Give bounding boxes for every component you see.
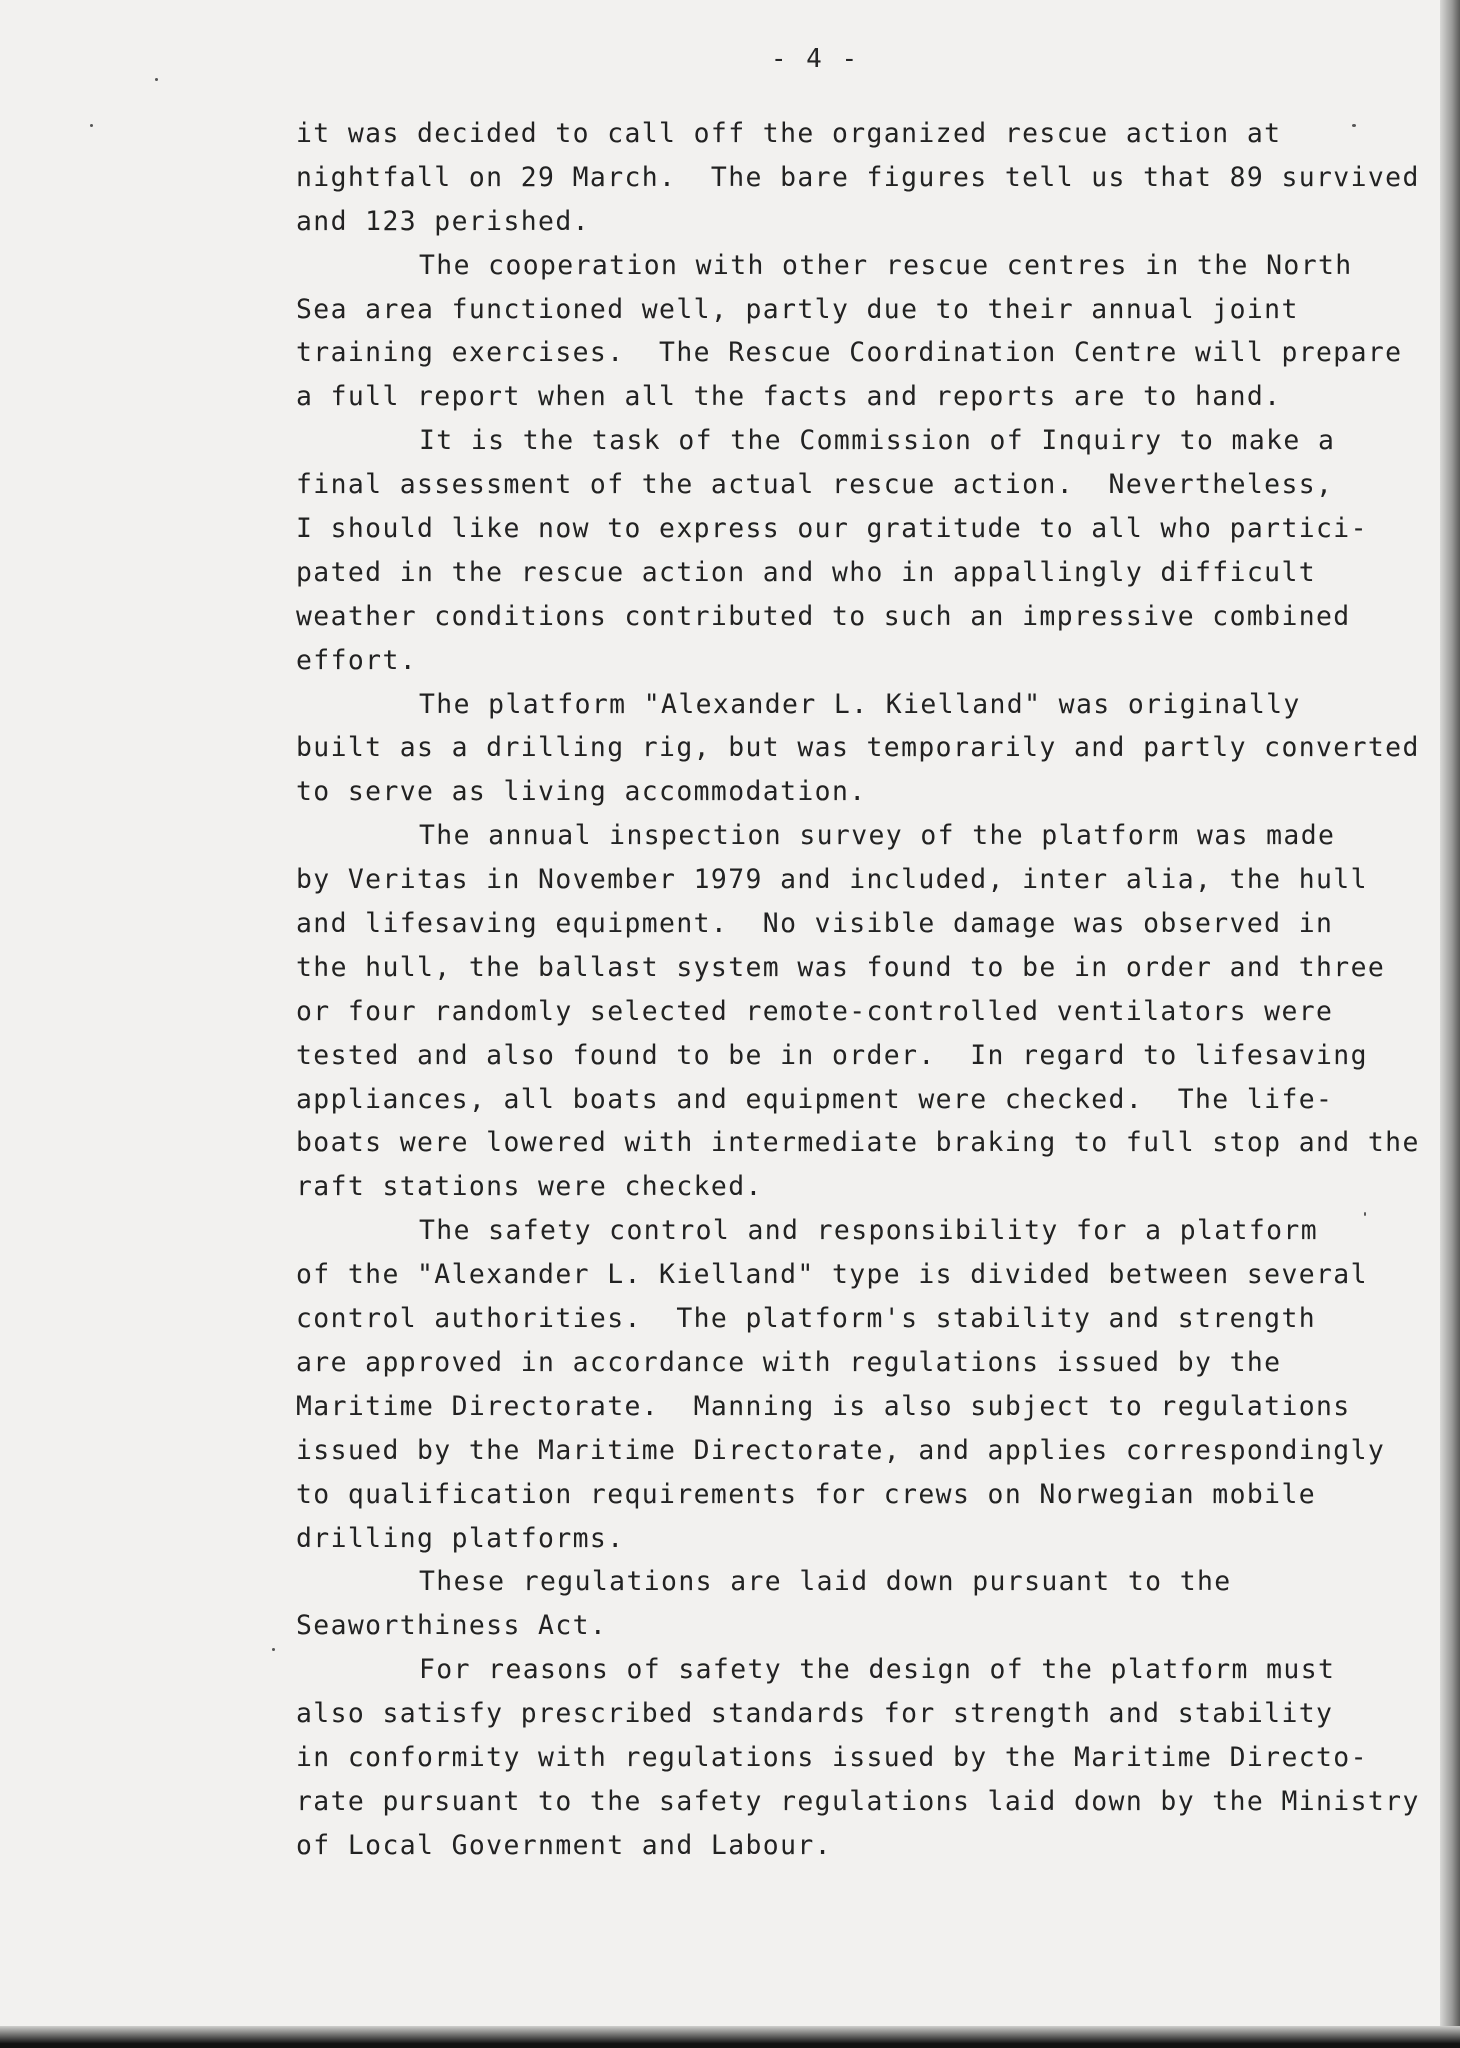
text-line: it was decided to call off the organized rescue action at: [296, 118, 1282, 149]
text-line: by Veritas in November 1979 and included, inter alia, the hull: [296, 864, 1368, 896]
text-line: rate pursuant to the safety regulations laid down by the Ministry: [296, 1785, 1420, 1817]
text-line: pated in the rescue action and who in appallingly difficult: [296, 556, 1317, 588]
text-line: I should like now to express our gratitude to all who partici-: [296, 513, 1368, 545]
text-line: are approved in accordance with regulations issued by the: [296, 1346, 1282, 1378]
text-line: final assessment of the actual rescue action. Nevertheless,: [296, 469, 1334, 501]
paragraph-start-line: These regulations are laid down pursuant to the: [419, 1566, 1232, 1598]
text-line: also satisfy prescribed standards for strength and stability: [296, 1698, 1334, 1730]
text-line: the hull, the ballast system was found to be in order and three: [296, 951, 1386, 983]
scan-speck: [272, 1648, 275, 1651]
paragraph-start-line: For reasons of safety the design of the platform must: [419, 1654, 1336, 1686]
text-line: or four randomly selected remote-controlled ventilators were: [296, 995, 1334, 1027]
text-line: weather conditions contributed to such an impressive combined: [296, 600, 1351, 632]
page-number: - 4 -: [770, 44, 860, 74]
text-line: tested and also found to be in order. In regard to lifesaving: [296, 1039, 1368, 1071]
text-line: effort.: [296, 644, 418, 676]
text-line: Seaworthiness Act.: [296, 1610, 608, 1642]
text-line: Maritime Directorate. Manning is also subject to regulations: [296, 1390, 1351, 1422]
body-text: [296, 112, 1446, 1868]
text-line: drilling platforms.: [296, 1522, 625, 1554]
text-line: boats were lowered with intermediate braking to full stop and the: [296, 1127, 1420, 1159]
text-line: of the "Alexander L. Kielland" type is divided between several: [296, 1259, 1368, 1291]
text-line: built as a drilling rig, but was temporarily and partly converted: [296, 732, 1420, 764]
scan-speck: [155, 78, 158, 81]
text-line: and lifesaving equipment. No visible damage was observed in: [296, 908, 1334, 940]
text-line: training exercises. The Rescue Coordination Centre will prepare: [296, 337, 1403, 369]
paragraph-start-line: It is the task of the Commission of Inquiry to make a: [419, 425, 1336, 457]
text-line: issued by the Maritime Directorate, and applies correspondingly: [296, 1434, 1386, 1466]
text-line: a full report when all the facts and reports are to hand.: [296, 381, 1282, 413]
paragraph-start-line: The annual inspection survey of the platform was made: [419, 820, 1336, 852]
text-line: in conformity with regulations issued by the Maritime Directo-: [296, 1741, 1368, 1773]
scan-edge-bottom: [0, 2026, 1460, 2048]
text-line: to serve as living accommodation.: [296, 776, 867, 808]
text-line: nightfall on 29 March. The bare figures tell us that 89 survived: [296, 161, 1420, 193]
text-line: of Local Government and Labour.: [296, 1829, 832, 1861]
text-line: Sea area functioned well, partly due to their annual joint: [296, 293, 1299, 325]
text-line: to qualification requirements for crews on Norwegian mobile: [296, 1478, 1317, 1510]
scan-speck: [90, 124, 93, 127]
text-line: raft stations were checked.: [296, 1171, 763, 1203]
text-line: appliances, all boats and equipment were checked. The life-: [296, 1083, 1334, 1115]
text-line: and 123 perished.: [296, 205, 590, 237]
paragraph-start-line: The platform "Alexander L. Kielland" was originally: [419, 688, 1301, 720]
paragraph-start-line: The safety control and responsibility for a platform: [419, 1215, 1319, 1247]
paragraph-start-line: The cooperation with other rescue centres in the North: [419, 249, 1353, 281]
text-line: control authorities. The platform's stability and strength: [296, 1303, 1317, 1335]
